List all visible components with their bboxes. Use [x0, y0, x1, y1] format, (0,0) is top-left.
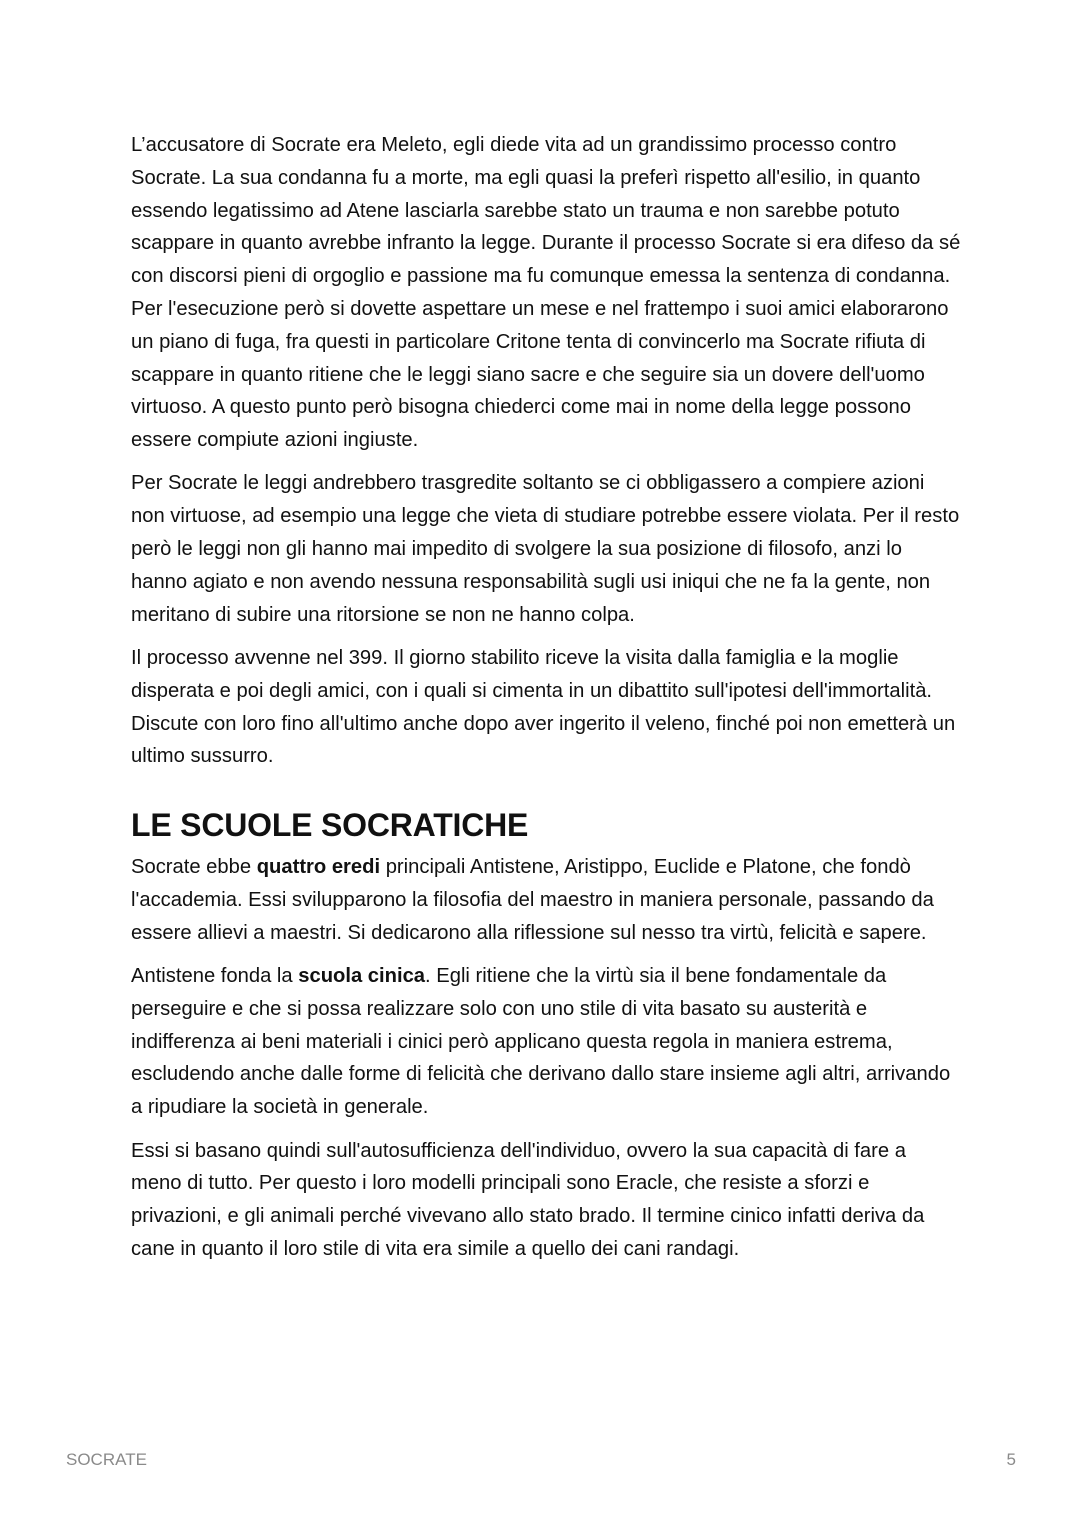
text-run: . Egli ritiene che la virtù sia il bene fondamentale da perseguire e che si possa realizzare solo con uno stile di vita basato su austerità e indifferenza ai beni materiali i cinici però applicano questa regola in maniera estrema, escludendo anche dalle forme di felicità che derivano dallo stare insieme agli altri, arrivando a ripudiare la società in generale.: [131, 965, 951, 1119]
bold-text-run: scuola cinica: [298, 965, 426, 988]
page-footer: [66, 1448, 1016, 1472]
text-run: Per Socrate le leggi andrebbero trasgredite soltanto se ci obbligassero a compiere azioni non virtuose, ad esempio una legge che vieta di studiare potrebbe essere violata. Per il resto però le leggi non gli hanno mai impedito di svolgere la sua posizione di filosofo, anzi lo hanno agiato e non avendo nessuna responsabilità sugli usi iniqui che ne fa la gente, non meritano di subire una ritorsione se non ne hanno colpa.: [131, 472, 960, 626]
paragraph: [131, 960, 961, 1124]
paragraph: [131, 129, 961, 457]
text-run: Essi si basano quindi sull'autosufficienza dell'individuo, ovvero la sua capacità di fare a meno di tutto. Per questo i loro modelli principali sono Eracle, che resiste a sforzi e privazioni, e gli animali perché vivevano allo stato brado. Il termine cinico infatti deriva da cane in quanto il loro stile di vita era simile a quello dei cani randagi.: [131, 1139, 925, 1260]
paragraph: [131, 1135, 961, 1266]
text-run: Antistene fonda la: [131, 965, 299, 988]
text-run: principali Antistene, Aristippo, Euclide e Platone, che fondò l'accademia. Essi svilupparono la filosofia del maestro in maniera personale, passando da essere allievi a maestri. Si dedicarono alla riflessione sul nesso tra virtù, felicità e sapere.: [131, 856, 934, 944]
paragraph: [131, 642, 961, 773]
text-run: Socrate ebbe: [131, 856, 257, 879]
page-number: 5: [1006, 1450, 1016, 1469]
footer-title: SOCRATE: [66, 1450, 147, 1469]
paragraph: [131, 851, 961, 949]
section-heading: LE SCUOLE SOCRATICHE: [131, 807, 529, 844]
text-run: L’accusatore di Socrate era Meleto, egli diede vita ad un grandissimo processo contro Socrate. La sua condanna fu a morte, ma egli quasi la preferì rispetto all'esilio, in quanto essendo legatissimo ad Atene lasciarla sarebbe stato un trauma e non sarebbe potuto scappare in quanto avrebbe infranto la legge. Durante il processo Socrate si era difeso da sé con discorsi pieni di orgoglio e passione ma fu comunque emessa la sentenza di condanna. Per l'esecuzione però si dovette aspettare un mese e nel frattempo i suoi amici elaborarono un piano di fuga, fra questi in particolare Critone tenta di convincerlo ma Socrate rifiuta di scappare in quanto ritiene che le leggi siano sacre e che seguire sia un dovere dell'uomo virtuoso. A questo punto però bisogna chiederci come mai in nome della legge possono essere compiute azioni ingiuste.: [131, 134, 961, 452]
text-run: Il processo avvenne nel 399. Il giorno stabilito riceve la visita dalla famiglia e la moglie disperata e poi degli amici, con i quali si cimenta in un dibattito sull'ipotesi dell'immortalità. Discute con loro fino all'ultimo anche dopo aver ingerito il veleno, finché poi non emetterà un ultimo sussurro.: [131, 646, 956, 768]
page-content: [131, 129, 961, 1276]
paragraph: [131, 467, 961, 631]
bold-text-run: quattro eredi: [256, 856, 381, 879]
